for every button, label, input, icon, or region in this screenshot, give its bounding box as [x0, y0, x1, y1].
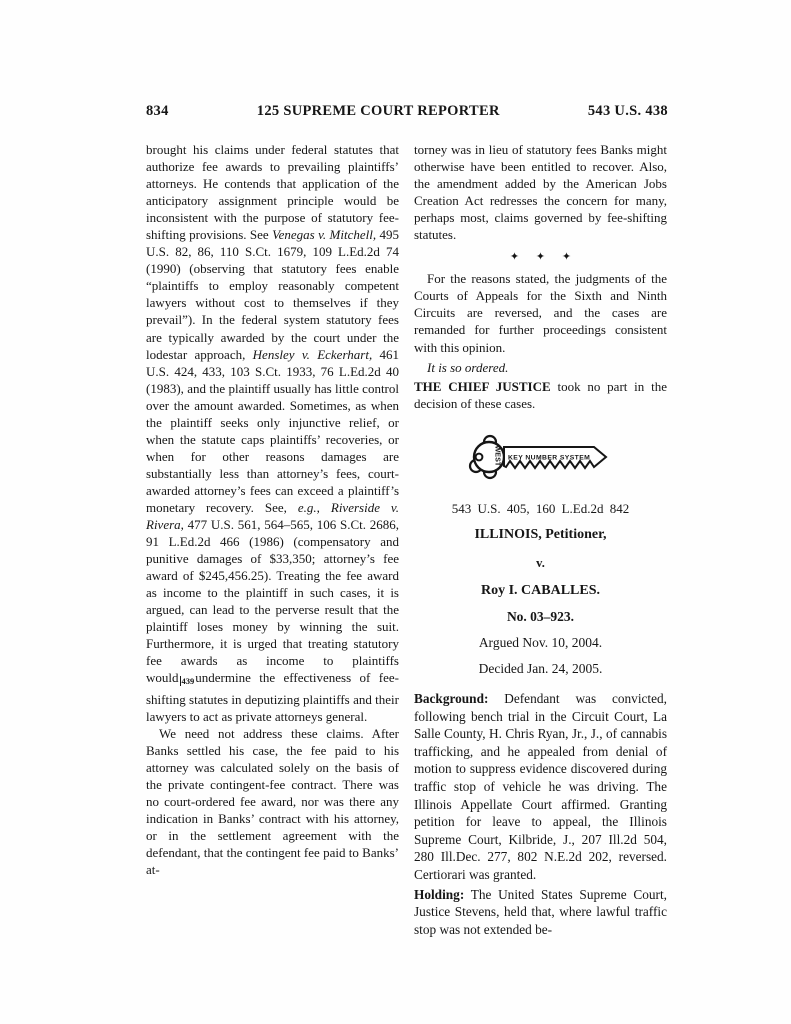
- key-icon: [466, 432, 616, 482]
- west-brand-text: WEST: [493, 445, 502, 466]
- west-key-number-system-logo: [414, 432, 667, 482]
- parallel-citation: 543 U.S. 405, 160 L.Ed.2d 842: [451, 500, 630, 516]
- chief-justice-note: THE CHIEF JUSTICE took no part in the decision of these cases.: [414, 378, 667, 411]
- right-column: [414, 141, 667, 940]
- running-head: [146, 103, 668, 120]
- opinion-paragraph: For the reasons stated, the judgments of the Courts of Appeals for the Sixth and Ninth Circuits are reversed, and the cases are remanded for further proceedings consistent with this opinion.: [414, 271, 667, 355]
- section-break-stars: ✦ ✦ ✦: [509, 251, 572, 264]
- holding-paragraph: Holding: The United States Supreme Court, Justice Stevens, held that, where lawful traffic stop was not extended be-: [414, 886, 667, 937]
- versus: v.: [536, 555, 545, 570]
- opinion-paragraph: We need not address these claims. After Banks settled his case, the fee paid to his attorney was calculated solely on the basis of the private contingent-fee contract. There was no court-ordered fee award, nor was there any indication in Banks’ contract with his attorney, or in the settlement agreement with the defendant, that the contingent fee paid to Banks’ at-: [146, 725, 399, 877]
- opinion-paragraph: brought his claims under federal statutes that authorize fee awards to prevailing plaintiffs’ attorneys. He contends that application of the anticipatory assignment principle would be inconsistent with the purpose of statutory fee-shifting provisions. See Venegas v. Mitchell, 495 U.S. 82, 86, 110 S.Ct. 1679, 109 L.Ed.2d 74 (1990) (observing that statutory fees enable “plaintiffs to employ reasonably competent lawyers without cost to themselves if they prevail”). In the federal system statutory fees are typically awarded by the court under the lodestar approach, Hensley v. Eckerhart, 461 U.S. 424, 433, 103 S.Ct. 1933, 76 L.Ed.2d 40 (1983), and the plaintiff usually has little control over the amount awarded. Sometimes, as when the plaintiff seeks only injunctive relief, or when the statute caps plaintiffs’ recoveries, or when for other reasons damages are substantially less than attorney’s fees, court-awarded attorney’s fees can exceed a plaintiff’s monetary recovery. See, e.g., Riverside v. Rivera, 477 U.S. 561, 564–565, 106 S.Ct. 2686, 91 L.Ed.2d 466 (1986) (compensatory and punitive damages of $33,350; attorney’s fee award of $245,456.25). Treating the fee award as income to the plaintiff in such cases, it is argued, can lead to the perverse result that the plaintiff loses money by winning the suit. Furthermore, it is urged that treating statutory fee awards as income to plaintiffs would 439undermine the effectiveness of fee-shifting statutes in deputizing plaintiffs and their lawyers to act as private attorneys general.: [146, 142, 400, 724]
- respondent-name: Roy I. CABALLES.: [480, 582, 601, 598]
- decided-date: Decided Jan. 24, 2005.: [478, 660, 603, 676]
- page-content: [146, 103, 668, 940]
- key-hole: [475, 453, 482, 460]
- two-column-body: [146, 141, 668, 940]
- background-paragraph: Background: Defendant was convicted, following bench trial in the Circuit Court, La Salle County, H. Chris Ryan, Jr., J., of cannabis trafficking, and he appealed from denial of motion to suppress evidence discovered during traffic stop of vehicle he was driving. The Illinois Appellate Court affirmed. Granting petition for leave to appeal, the Illinois Supreme Court, Kilbride, J., 207 Ill.2d 504, 280 Ill.Dec. 277, 802 N.E.2d 202, reversed. Certiorari was granted.: [414, 691, 667, 882]
- reporter-title: 125 SUPREME COURT REPORTER: [256, 103, 500, 119]
- disposition-line: It is so ordered.: [427, 359, 509, 375]
- opinion-paragraph: torney was in lieu of statutory fees Banks might otherwise have been entitled to recover. Also, the amendment added by the American Jobs Creation Act redresses the concern for many, perhaps most, claims governed by fee-shifting statutes.: [414, 142, 667, 243]
- case-caption: [414, 500, 667, 677]
- docket-number: No. 03–923.: [506, 608, 575, 624]
- petitioner-name: ILLINOIS, Petitioner,: [474, 526, 607, 542]
- left-column: [146, 141, 399, 940]
- argued-date: Argued Nov. 10, 2004.: [478, 634, 603, 650]
- page-number: 834: [146, 103, 169, 119]
- key-number-system-text: KEY NUMBER SYSTEM: [507, 454, 590, 462]
- syllabus: [414, 690, 667, 938]
- volume-citation: 543 U.S. 438: [587, 103, 668, 119]
